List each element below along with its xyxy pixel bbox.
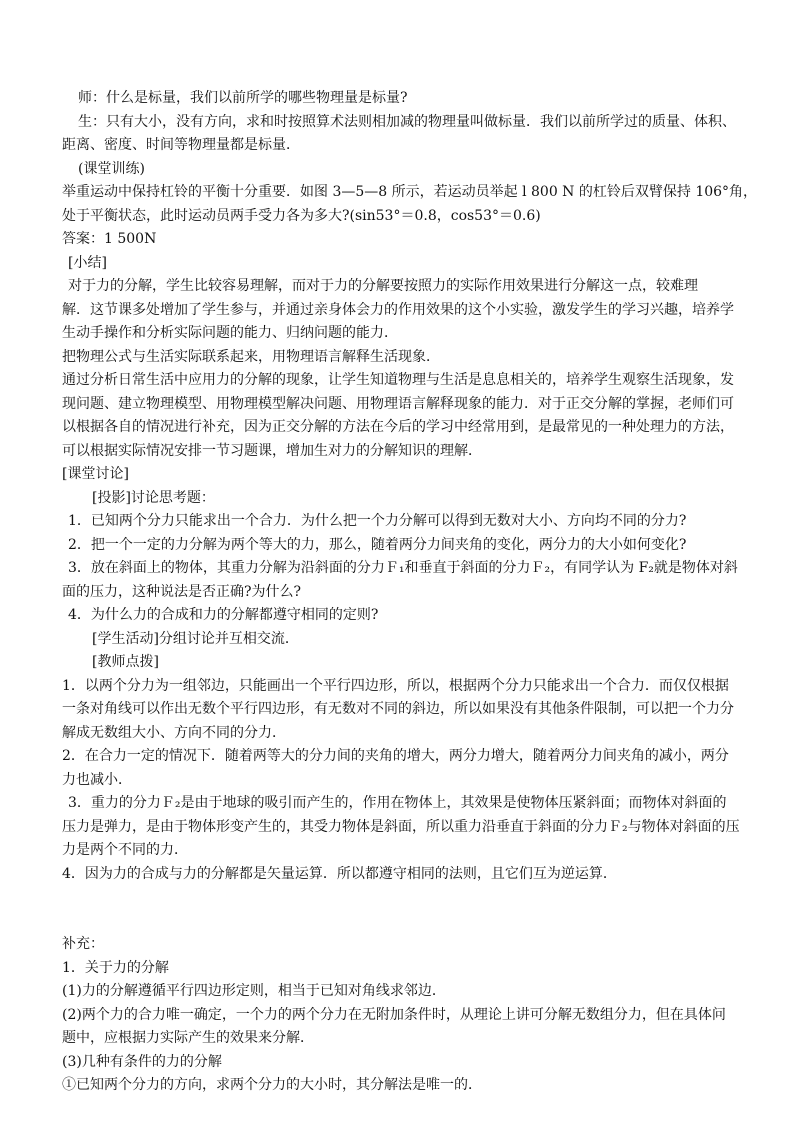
discussion-question-3: 3．放在斜面上的物体，其重力分解为沿斜面的分力Ｆ₁和垂直于斜面的分力Ｆ₂，有同学认为 F₂就是物体对斜 <box>68 560 738 576</box>
student-activity: [学生活动]分组讨论并互相交流． <box>92 630 299 647</box>
practice-answer: 答案：1 500N <box>62 231 157 247</box>
guidance-answer-3-cont: 力是两个不同的力． <box>62 842 188 858</box>
guidance-answer-3-cont: 压力是弹力，是由于物体形变产生的，其受力物体是斜面，所以重力沿垂直于斜面的分力Ｆ₂与物体对斜面的压 <box>62 818 740 835</box>
summary-paragraph-3: 通过分析日常生活中应用力的分解的现象，让学生知道物理与生活是息息相关的，培养学生观察生活现象，发 <box>62 372 734 388</box>
guidance-answer-1-cont: 一条对角线可以作出无数个平行四边形，有无数对不同的斜边，所以如果没有其他条件限制，可以把一个力分 <box>62 701 734 717</box>
section-heading-summary: [小结] <box>68 254 107 271</box>
student-answer: 生：只有大小，没有方向，求和时按照算术法则相加减的物理量叫做标量．我们以前所学过的质量、体积、 <box>78 113 736 130</box>
summary-paragraph-1: 对于力的分解，学生比较容易理解，而对于力的分解要按照力的实际作用效果进行分解这一点，较难理 <box>68 278 698 294</box>
discussion-question-4: 4．为什么力的合成和力的分解都遵守相同的定则? <box>68 607 379 623</box>
supplement-point-1: (1)力的分解遵循平行四边形定则，相当于已知对角线求邻边． <box>62 983 446 999</box>
guidance-answer-2-cont: 力也减小． <box>62 771 132 788</box>
guidance-answer-1-cont: 解成无数组大小、方向不同的分力． <box>62 724 286 741</box>
section-heading-discussion: [课堂讨论] <box>62 466 129 482</box>
supplement-point-2-cont: 题中，应根据力实际产生的效果来分解． <box>62 1030 314 1046</box>
guidance-answer-4: 4．因为力的合成与力的分解都是矢量运算．所以都遵守相同的法则，且它们互为逆运算． <box>62 865 617 882</box>
guidance-answer-1: 1．以两个分力为一组邻边，只能画出一个平行四边形，所以，根据两个分力只能求出一个合力．而仅仅根据 <box>62 677 729 694</box>
teacher-question: 师：什么是标量，我们以前所学的哪些物理量是标量? <box>78 90 408 106</box>
supplement-point-3-sub-1: ①已知两个分力的方向，求两个分力的大小时，其分解法是唯一的． <box>62 1077 482 1093</box>
summary-paragraph-3-cont: 可以根据实际情况安排一节习题课，增加生对力的分解知识的理解． <box>62 442 482 459</box>
summary-paragraph-1-cont: 生动手操作和分析实际问题的能力、归纳问题的能力． <box>62 325 398 341</box>
teacher-guidance-heading: [教师点拨] <box>92 654 159 670</box>
discussion-question-1: 1．已知两个分力只能求出一个合力．为什么把一个力分解可以得到无数对大小、方向均不同的分力? <box>68 513 687 529</box>
summary-paragraph-3-cont: 现问题、建立物理模型、用物理模型解决问题、用物理语言解释现象的能力．对于正交分解的掌握，老师们可 <box>62 395 734 412</box>
discussion-question-2: 2．把一个一定的力分解为两个等大的力，那么，随着两分力间夹角的变化，两分力的大小如何变化? <box>68 536 687 553</box>
supplement-item-1: 1．关于力的分解 <box>62 959 169 976</box>
guidance-answer-2: 2．在合力一定的情况下．随着两等大的分力间的夹角的增大，两分力增大，随着两分力间夹角的减小，两分 <box>62 748 729 764</box>
student-answer-cont: 距离、密度、时间等物理量都是标量． <box>62 137 300 153</box>
section-heading-practice: (课堂训练) <box>78 160 145 177</box>
practice-problem: 举重运动中保持杠铃的平衡十分重要．如图 3—5—8 所示，若运动员举起 l 800 N 的杠铃后双臂保持 106°角， <box>62 184 758 200</box>
document-page <box>62 87 758 1098</box>
discussion-question-3-cont: 面的压力，这种说法是否正确?为什么? <box>62 583 302 600</box>
projection-label: [投影]讨论思考题： <box>92 489 215 506</box>
practice-problem-cont: 处于平衡状态，此时运动员两手受力各为多大?(sin53°＝0.8，cos53°＝0.6) <box>62 207 541 224</box>
guidance-answer-3: 3．重力的分力Ｆ₂是由于地球的吸引而产生的，作用在物体上，其效果是使物体压紧斜面；而物体对斜面的 <box>68 795 727 811</box>
summary-paragraph-2: 把物理公式与生活实际联系起来，用物理语言解释生活现象． <box>62 348 440 365</box>
summary-paragraph-1-cont: 解．这节课多处增加了学生参与，并通过亲身体会力的作用效果的这个小实验，激发学生的学习兴趣，培养学 <box>62 301 734 318</box>
blank-space <box>62 886 738 933</box>
supplement-heading: 补充： <box>62 936 104 952</box>
supplement-point-3: (3)几种有条件的力的分解 <box>62 1053 222 1070</box>
supplement-point-2: (2)两个力的合力唯一确定，一个力的两个分力在无附加条件时，从理论上讲可分解无数组分力，但在具体问 <box>62 1006 726 1023</box>
summary-paragraph-3-cont: 以根据各自的情况进行补充，因为正交分解的方法在今后的学习中经常用到，是最常见的一种处理力的方法， <box>62 419 734 435</box>
